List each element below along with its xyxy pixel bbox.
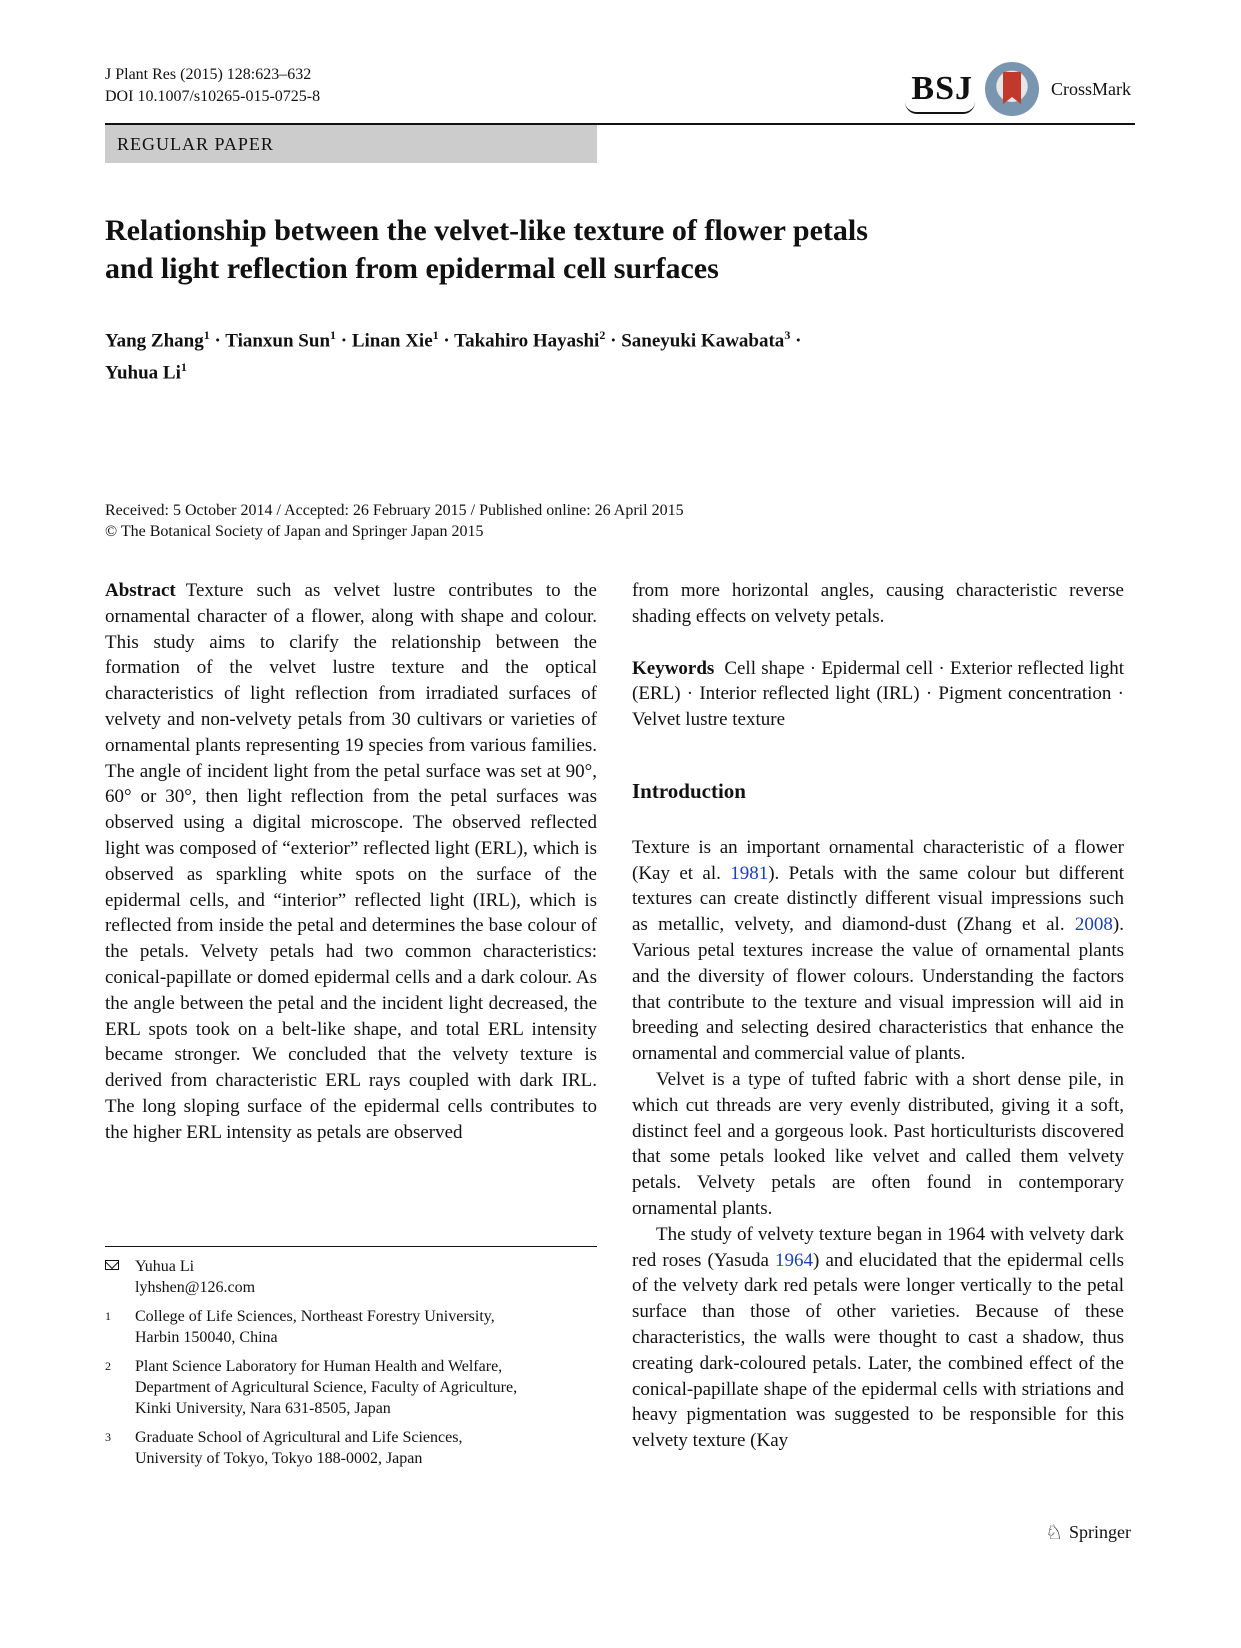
abstract-text: Texture such as velvet lustre contributes to the ornamental character of a flower, along with shape and colour. This study aims to clarify the relationship between the formation of the velvet lustre texture and the optical characteristics of light reflection from irradiated surfaces of velvety and non-velvety petals from 30 cultivars or varieties of ornamental plants representing 19 species from various families. The angle of incident light from the petal surface was set at 90°, 60° or 30°, then light reflection from the petal surfaces was observed using a digital microscope. The observed reflected light was composed of “exterior” reflected light (ERL), which is observed as sparkling white spots on the surface of the epidermal cells, and “interior” reflected light (IRL), which is reflected from inside the petal and determines the base colour of the petals. Velvety petals had two common characteristics: conical-papillate or domed epidermal cells and a dark colour. As the angle between the petal and the incident light decreased, the ERL spots took on a belt-like shape, and total ERL intensity became stronger. We concluded that the velvety texture is derived from characteristic ERL rays coupled with dark IRL. The long sloping surface of the epidermal cells contributes to the higher ERL intensity as petals are observed bbox=[105, 580, 597, 1143]
intro-text: ). Various petal textures increase the value of ornamental plants and the diversity of flower colours. Understanding the factors that contribute to the texture and visual impression will aid in breeding and selecting desired characteristics that enhance the ornamental and commercial value of plants. bbox=[632, 914, 1124, 1065]
author-affiliation-mark: 1 bbox=[432, 328, 439, 342]
introduction-heading: Introduction bbox=[632, 778, 746, 803]
crossmark-bookmark-icon bbox=[1003, 72, 1021, 104]
journal-citation bbox=[105, 64, 320, 108]
author-affiliation-mark: 1 bbox=[203, 328, 210, 342]
journal-doi[interactable]: DOI 10.1007/s10265-015-0725-8 bbox=[105, 88, 321, 105]
affiliation-line: Harbin 150040, China bbox=[135, 1329, 278, 1346]
intro-paragraph-2: Velvet is a type of tufted fabric with a short dense pile, in which cut threads are very evenly distributed, giving it a soft, distinct feel and a gorgeous look. Past horticulturists discovered that some petals looked like velvet and called them velvety petals. Velvety petals are often found in contemporary ornamental plants. bbox=[632, 1068, 1124, 1219]
author-separator: · bbox=[438, 330, 455, 352]
springer-horse-icon: ♘ bbox=[1045, 1522, 1063, 1544]
intro-text: Texture is an important ornamental characteristic of a flower (Kay et al. bbox=[632, 836, 1124, 884]
footnote-rule bbox=[105, 1246, 597, 1247]
intro-text: ). Petals with the same colour but different textures can create distinctly different visual impressions such as metallic, velvety, and diamond-dust (Zhang et al. bbox=[632, 862, 1125, 936]
author-name[interactable]: Yang Zhang bbox=[105, 330, 204, 352]
keywords-label: Keywords bbox=[632, 657, 715, 679]
affiliation-number: 2 bbox=[105, 1359, 111, 1373]
journal-volume: J Plant Res (2015) 128:623–632 bbox=[105, 66, 312, 83]
abstract-label: Abstract bbox=[105, 580, 176, 601]
keywords-text: Cell shape · Epidermal cell · Exterior reflected light (ERL) · Interior reflected light (IRL) · Pigment concentration · Velvet lustre texture bbox=[632, 657, 1124, 731]
corresponding-author bbox=[105, 1256, 597, 1298]
title-line-2: and light reflection from epidermal cell surfaces bbox=[105, 252, 719, 285]
author-name[interactable]: Tianxun Sun bbox=[225, 330, 331, 352]
author-separator: · bbox=[605, 330, 622, 352]
affiliation-2 bbox=[105, 1356, 597, 1419]
crossmark-label[interactable]: CrossMark bbox=[1051, 78, 1131, 99]
affiliation-3 bbox=[105, 1427, 597, 1469]
affiliation-line: Kinki University, Nara 631-8505, Japan bbox=[135, 1400, 391, 1417]
springer-footer bbox=[1045, 1520, 1131, 1545]
citation-link[interactable]: 1981 bbox=[730, 862, 769, 884]
article-title bbox=[105, 212, 1005, 288]
affiliation-number: 3 bbox=[105, 1430, 111, 1444]
affiliation-line: Graduate School of Agricultural and Life Sciences, bbox=[135, 1429, 463, 1446]
citation-link[interactable]: 2008 bbox=[1074, 914, 1113, 936]
contact-email[interactable]: lyhshen@126.com bbox=[135, 1279, 256, 1296]
author-separator: · bbox=[336, 330, 352, 352]
author-affiliation-mark: 3 bbox=[784, 328, 791, 342]
copyright-line: © The Botanical Society of Japan and Springer Japan 2015 bbox=[105, 523, 484, 540]
publication-dates bbox=[105, 500, 1005, 542]
author-affiliation-mark: 2 bbox=[599, 328, 606, 342]
crossmark-icon[interactable] bbox=[985, 62, 1039, 116]
author-separator: · bbox=[790, 330, 802, 352]
intro-paragraph-1 bbox=[632, 835, 1124, 1067]
abstract-continuation: from more horizontal angles, causing characteristic reverse shading effects on velvety petals. bbox=[632, 580, 1124, 627]
intro-text: ) and elucidated that the epidermal cells of the velvety dark red petals were longer vertically to the petal surface than those of other varieties. Because of these characteristics, the walls were thought to cast a shadow, thus creating dark-coloured petals. Later, the combined effect of the conical-papillate shape of the epidermal cells with striations and heavy pigmentation was suggested to be responsible for this velvety texture (Kay bbox=[632, 1249, 1125, 1452]
bsj-logo-text: BSJ bbox=[911, 70, 973, 107]
bsj-swoosh-icon bbox=[905, 102, 975, 114]
contact-name: Yuhua Li bbox=[135, 1258, 195, 1275]
author-affiliation-mark: 1 bbox=[330, 328, 337, 342]
section-label: REGULAR PAPER bbox=[105, 125, 597, 163]
author-list bbox=[105, 322, 1005, 387]
keywords-paragraph bbox=[632, 656, 1124, 733]
author-affiliation-mark: 1 bbox=[180, 360, 187, 375]
envelope-icon bbox=[105, 1260, 119, 1270]
citation-link[interactable]: 1964 bbox=[775, 1249, 814, 1271]
author-name[interactable]: Linan Xie bbox=[351, 330, 433, 352]
affiliation-line: Department of Agricultural Science, Faculty of Agriculture, bbox=[135, 1379, 518, 1396]
author-separator: · bbox=[209, 330, 226, 352]
author-name[interactable]: Saneyuki Kawabata bbox=[621, 330, 785, 352]
affiliation-line: University of Tokyo, Tokyo 188-0002, Japan bbox=[135, 1450, 423, 1467]
abstract-column bbox=[105, 578, 597, 1146]
intro-paragraph-3 bbox=[632, 1222, 1124, 1454]
publisher-name: Springer bbox=[1069, 1522, 1131, 1542]
intro-text: The study of velvety texture began in 1964 with velvety dark red roses (Yasuda bbox=[632, 1223, 1124, 1271]
author-name[interactable]: Takahiro Hayashi bbox=[454, 330, 600, 352]
affiliation-1 bbox=[105, 1306, 597, 1348]
affiliation-number: 1 bbox=[105, 1309, 111, 1323]
right-column bbox=[632, 578, 1124, 1454]
header-logos bbox=[911, 58, 1131, 120]
affiliation-line: Plant Science Laboratory for Human Health and Welfare, bbox=[135, 1358, 503, 1375]
title-line-1: Relationship between the velvet-like texture of flower petals bbox=[105, 214, 868, 247]
author-name[interactable]: Yuhua Li bbox=[105, 362, 181, 384]
history-dates: Received: 5 October 2014 / Accepted: 26 February 2015 / Published online: 26 April 2015 bbox=[105, 502, 684, 519]
bsj-logo bbox=[911, 70, 973, 108]
affiliation-line: College of Life Sciences, Northeast Forestry University, bbox=[135, 1308, 495, 1325]
abstract-paragraph bbox=[105, 578, 597, 1146]
